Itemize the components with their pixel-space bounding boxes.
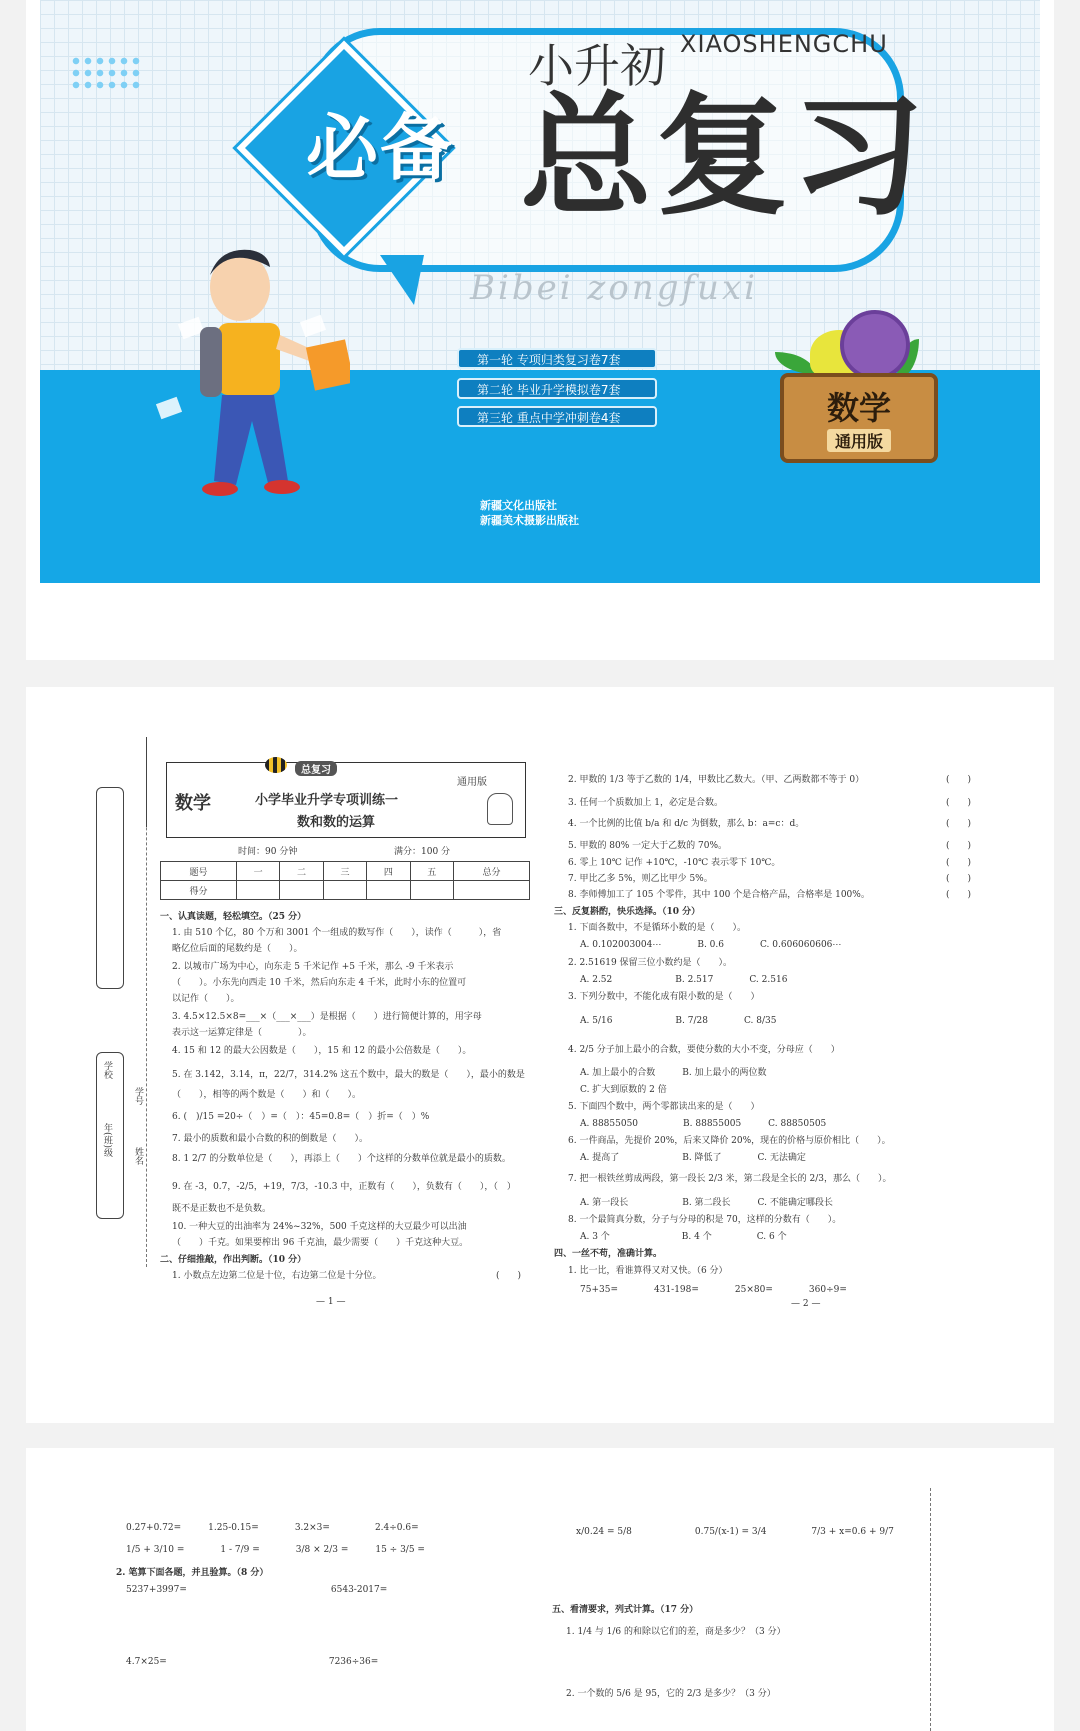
- question-line: 9. 在 -3，0.7，-2/5，+19，7/3，-10.3 中，正数有（ ），负数有（ ），（ ）: [172, 1182, 516, 1192]
- section-1-heading: 一、认真读题，轻松填空。（25 分）: [160, 912, 307, 922]
- dot-pattern: [70, 55, 140, 91]
- answer-blank[interactable]: ( ): [946, 775, 972, 785]
- page-number: — 1 —: [316, 1297, 346, 1307]
- score-table-header: 三: [323, 862, 366, 881]
- question-line: 以记作（ ）。: [172, 994, 240, 1004]
- round-3-label: 第三轮 重点中学冲刺卷4套: [457, 406, 657, 427]
- rabbit-icon: [487, 793, 513, 825]
- question-line: 6. 一件商品，先提价 20%，后来又降价 20%，现在的价格与原价相比（ ）。: [568, 1136, 891, 1146]
- logo-badge: 总复习: [295, 761, 337, 776]
- question-line: 略亿位后面的尾数约是（ ）。: [172, 944, 303, 954]
- score-table: [160, 861, 530, 900]
- round-1-label: 第一轮 专项归类复习卷7套: [457, 348, 657, 369]
- question-line: 3. 任何一个质数加上 1，必定是合数。: [568, 798, 724, 808]
- question-line: （ ）千克。如果要榨出 96 千克油，最少需要（ ）千克这种大豆。: [172, 1238, 469, 1248]
- question-line: 6. ( )/15 =20÷（ ）=（ ）：45=0.8=（ ）折=（ ）%: [172, 1112, 430, 1122]
- sheet-edition: 通用版: [457, 777, 487, 788]
- question-line: 2. 以城市广场为中心，向东走 5 千米记作 +5 千米，那么 -9 千米表示: [172, 962, 454, 972]
- section-3-heading: 三、反复斟酌，快乐选择。（10 分）: [554, 907, 701, 917]
- top-label: 小升初: [528, 39, 666, 93]
- question-line: （ ）。小东先向西走 10 千米，然后向东走 4 千米，此时小东的位置可: [172, 978, 467, 988]
- calc-line: 0.27+0.72= 1.25-0.15= 3.2×3= 2.4÷0.6=: [126, 1523, 419, 1533]
- section-4-heading: 四、一丝不苟，准确计算。: [554, 1249, 663, 1259]
- option-line: C. 扩大到原数的 2 倍: [580, 1085, 667, 1095]
- question-line: 2. 2.51619 保留三位小数约是（ ）。: [568, 958, 733, 968]
- score-table-header: 题号: [161, 862, 237, 881]
- question-line: 1. 小数点左边第二位是十位，右边第二位是十分位。: [172, 1271, 382, 1281]
- edition-label: 通用版: [827, 429, 891, 452]
- field-grade: 年(班)级: [102, 1123, 112, 1158]
- question-line: （ ），相等的两个数是（ ）和（ ）。: [172, 1090, 362, 1100]
- score-table-header: 四: [367, 862, 410, 881]
- question-line: 10. 一种大豆的出油率为 24%~32%，500 千克这样的大豆最少可以出油: [172, 1222, 467, 1232]
- question-line: 3. 下列分数中，不能化成有限小数的是（ ）: [568, 992, 760, 1002]
- score-table-header: 一: [236, 862, 279, 881]
- score-cell[interactable]: [367, 881, 410, 900]
- worksheet-spread: [26, 687, 1054, 1423]
- question-line: 3. 4.5×12.5×8=___×（___×___）是根据（ ）进行简便计算的，用字母: [172, 1012, 482, 1022]
- snail-shell-icon: [840, 310, 910, 380]
- question-line: 1. 比一比，看谁算得又对又快。（6 分）: [568, 1266, 728, 1276]
- calc-line: 75+35= 431-198= 25×80= 360÷9=: [580, 1285, 847, 1295]
- sheet-title-1: 小学毕业升学专项训练一: [255, 793, 399, 808]
- notes-box: [96, 787, 124, 989]
- speech-bubble-tail: [380, 255, 424, 305]
- calc-line: 4.7×25= 7236÷36=: [126, 1657, 379, 1667]
- score-cell[interactable]: [236, 881, 279, 900]
- question-line: 4. 15 和 12 的最大公因数是（ ），15 和 12 的最小公倍数是（ ）。: [172, 1046, 472, 1056]
- publishers: [480, 498, 579, 528]
- option-line: A. 第一段长 B. 第二段长 C. 不能确定哪段长: [580, 1198, 833, 1208]
- score-table-row: [161, 881, 530, 900]
- bee-icon: [265, 757, 287, 773]
- score-table-header: 总分: [453, 862, 529, 881]
- question-line: 7. 甲比乙多 5%，则乙比甲少 5%。: [568, 874, 713, 884]
- option-line: A. 加上最小的合数 B. 加上最小的两位数: [580, 1068, 767, 1078]
- question-line: 7. 最小的质数和最小合数的积的倒数是（ ）。: [172, 1134, 368, 1144]
- field-name: 姓名: [133, 1147, 143, 1165]
- score-table-header: 五: [410, 862, 453, 881]
- answer-blank[interactable]: ( ): [496, 1271, 522, 1281]
- page-number: — 2 —: [791, 1299, 821, 1309]
- score-cell[interactable]: [410, 881, 453, 900]
- score-cell[interactable]: [323, 881, 366, 900]
- round-2-label: 第二轮 毕业升学模拟卷7套: [457, 378, 657, 399]
- question-line: 5. 在 3.142，3.14，π，22/7，314.2% 这五个数中，最大的数是（ ），最小的数是: [172, 1070, 525, 1080]
- option-line: A. 88855050 B. 88855005 C. 88850505: [580, 1119, 827, 1129]
- section-2-heading: 二、仔细推敲，作出判断。（10 分）: [160, 1255, 307, 1265]
- question-line: 5. 下面四个数中，两个零都读出来的是（ ）: [568, 1102, 760, 1112]
- calc-line: 1/5 + 3/10 = 1 - 7/9 = 3/8 × 2/3 = 15 ÷ 3/5 =: [126, 1545, 425, 1555]
- sheet-title-box: [166, 762, 526, 838]
- subject-sign: [780, 373, 938, 463]
- question-line: 2. 一个数的 5/6 是 95，它的 2/3 是多少？（3 分）: [566, 1689, 776, 1699]
- publisher-2: 新疆美术摄影出版社: [480, 514, 579, 527]
- answer-blank[interactable]: ( ): [946, 858, 972, 868]
- top-label-pinyin: XIAOSHENGCHU: [680, 30, 888, 58]
- exam-time: 时间：90 分钟: [238, 847, 298, 857]
- student-info-box: [96, 1052, 124, 1219]
- option-line: A. 3 个 B. 4 个 C. 6 个: [580, 1232, 787, 1242]
- answer-blank[interactable]: ( ): [946, 819, 972, 829]
- margin-rule: [146, 737, 147, 827]
- option-line: A. 提高了 B. 降低了 C. 无法确定: [580, 1153, 806, 1163]
- question-line: 8. 李师傅加工了 105 个零件，其中 100 个是合格产品，合格率是 100%。: [568, 890, 870, 900]
- sheet-title-2: 数和数的运算: [297, 815, 376, 830]
- question-line: 表示这一运算定律是（ ）。: [172, 1028, 312, 1038]
- cover-panel: [26, 0, 1054, 660]
- question-line: 1. 1/4 与 1/6 的和除以它们的差，商是多少？（3 分）: [566, 1627, 786, 1637]
- field-school: 学校: [102, 1061, 112, 1079]
- question-line: 2. 甲数的 1/3 等于乙数的 1/4，甲数比乙数大。（甲、乙两数都不等于 0）: [568, 775, 865, 785]
- binding-line: [930, 1488, 931, 1731]
- exam-full-score: 满分：100 分: [394, 847, 451, 857]
- score-cell[interactable]: [280, 881, 323, 900]
- equation-line: x/0.24 = 5/8 0.75/(x-1) = 3/4 7/3 + x=0.6 + 9/7: [576, 1527, 894, 1537]
- subject-label: 数学: [826, 389, 891, 427]
- answer-blank[interactable]: ( ): [946, 798, 972, 808]
- section-5-heading: 五、看清要求，列式计算。（17 分）: [552, 1605, 699, 1615]
- question-line: 6. 零上 10℃ 记作 +10℃，-10℃ 表示零下 10℃。: [568, 858, 781, 868]
- question-line: 4. 2/5 分子加上最小的合数，要使分数的大小不变，分母应（ ）: [568, 1045, 840, 1055]
- answer-blank[interactable]: ( ): [946, 841, 972, 851]
- question-line: 8. 1 2/7 的分数单位是（ ），再添上（ ）个这样的分数单位就是最小的质数。: [172, 1154, 511, 1164]
- option-line: A. 5/16 B. 7/28 C. 8/35: [580, 1016, 777, 1026]
- calc-heading: 2. 笔算下面各题，并且验算。（8 分）: [116, 1568, 269, 1578]
- sheet-subject: 数学: [175, 793, 211, 814]
- calc-line: 5237+3997= 6543-2017=: [126, 1585, 388, 1595]
- score-table-header: 二: [280, 862, 323, 881]
- answer-blank[interactable]: ( ): [946, 890, 972, 900]
- score-table-header-row: [161, 862, 530, 881]
- question-line: 5. 甲数的 80% 一定大于乙数的 70%。: [568, 841, 728, 851]
- option-line: A. 2.52 B. 2.517 C. 2.516: [580, 975, 788, 985]
- question-line: 1. 由 510 个亿，80 个万和 3001 个一组成的数写作（ ），读作（ ），省: [172, 928, 502, 938]
- question-line: 4. 一个比例的比值 b/a 和 d/c 为倒数，那么 b：a=c：d。: [568, 819, 805, 829]
- title-pinyin: Bibei zongfuxi: [470, 268, 759, 308]
- score-row-label: 得分: [161, 881, 237, 900]
- bibei-title: 必备: [305, 106, 454, 190]
- worksheet-spread-2: [26, 1448, 1054, 1731]
- question-line: 1. 下面各数中，不是循环小数的是（ ）。: [568, 923, 746, 933]
- publisher-1: 新疆文化出版社: [480, 499, 557, 512]
- option-line: A. 0.102003004⋯ B. 0.6 C. 0.606060606⋯: [580, 940, 842, 950]
- question-line: 既不是正数也不是负数。: [172, 1204, 272, 1214]
- score-cell[interactable]: [453, 881, 529, 900]
- field-id: 学号: [133, 1087, 143, 1105]
- question-line: 7. 把一根铁丝剪成两段，第一段长 2/3 米，第二段是全长的 2/3，那么（ ）。: [568, 1174, 892, 1184]
- main-title: 总复习: [520, 80, 928, 234]
- question-line: 8. 一个最简真分数，分子与分母的积是 70，这样的分数有（ ）。: [568, 1215, 842, 1225]
- book-cover: [40, 0, 1040, 583]
- answer-blank[interactable]: ( ): [946, 874, 972, 884]
